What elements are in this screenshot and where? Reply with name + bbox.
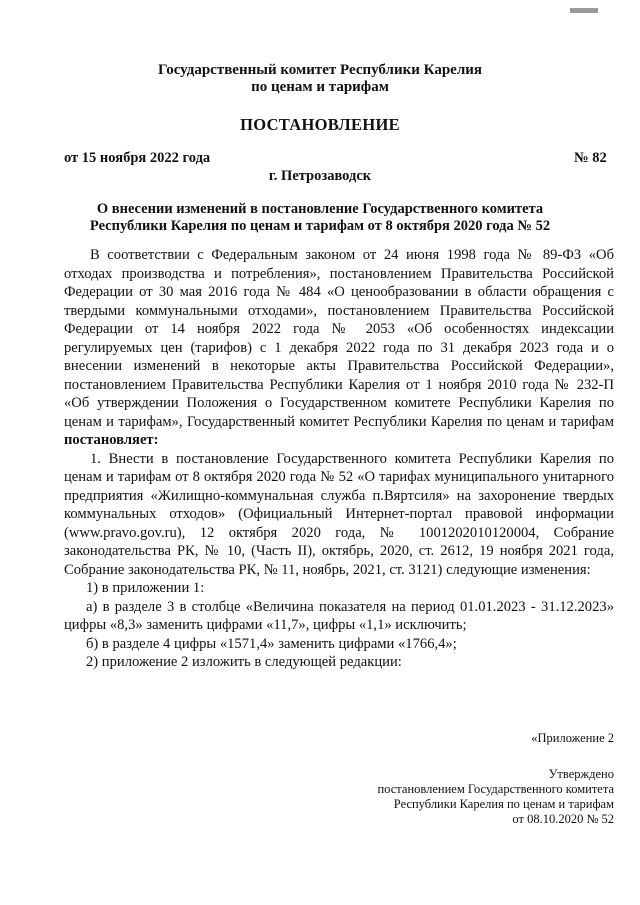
document-city: г. Петрозаводск [268,168,372,184]
subject-line-2: Республики Карелия по ценам и тарифам от 8 октября 2020 года № 52 [89,218,551,234]
preamble-keyword: постановляет [64,432,154,448]
approval-line-1: постановлением Государственного комитета [377,782,614,796]
preamble-text: В соответствии с Федеральным законом от 24 июня 1998 года № 89-ФЗ «Об отходах производства и потребления», постановлением Правительства Российской Федерации от 30 мая 2016 года № 484 «О ценообразовании в области обращения с твердыми коммунальными отходами», постановлением Правительства Российской Федерации от 14 ноября 2022 года № 2053 «Об особенностях индексации регулируемых цен (тарифов) с 1 декабря 2022 года по 31 декабря 2023 года и о внесении изменений в некоторые акты Правительства Российской Федерации», постановлением Правительства Республики Карелия от 1 ноября 2010 года № 232-П «Об утверждении Положения о Государственном комитете Республики Карелия по ценам и тарифам», Государственный комитет Республики Карелия по ценам и тарифам [64,247,614,430]
subject-line-1: О внесении изменений в постановление Государственного комитета [96,201,544,217]
document-type: ПОСТАНОВЛЕНИЕ [240,115,400,134]
subitem-2-paragraph: 2) приложение 2 изложить в следующей редакции: [86,654,402,670]
scan-mark [570,8,598,13]
document-subject [0,201,640,235]
preamble-paragraph [64,246,614,450]
approval-line-3: от 08.10.2020 № 52 [512,812,614,826]
issuing-authority [0,62,640,96]
approval-line-2: Республики Карелия по ценам и тарифам [393,797,614,811]
document-number: № 82 [574,150,607,166]
subitem-1b-paragraph: б) в разделе 4 цифры «1571,4» заменить цифрами «1766,4»; [86,635,457,652]
document-body [64,246,614,672]
item-1-paragraph: 1. Внести в постановление Государственного комитета Республики Карелия по ценам и тарифам от 8 октября 2020 года № 52 «О тарифах муниципального унитарного предприятия «Жилищно-коммунальная служба п.Вяртсиля» на захоронение твердых коммунальных отходов» (Официальный Интернет-портал правовой информации (www.pravo.gov.ru), 12 октября 2020 года, № 1001202010120004, Собрание законодательства РК, № 10, (Часть II), октябрь, 2020, ст. 2612, 19 ноября 2021 года, Собрание законодательства РК, № 11, ноябрь, 2021, ст. 3121) следующие изменения: [64,450,614,578]
subitem-1-paragraph: 1) в приложении 1: [86,580,205,596]
appendix-approval [294,767,614,827]
appendix-label: «Приложение 2 [531,731,614,745]
authority-line-1: Государственный комитет Республики Карелия [158,62,482,78]
subitem-1a-paragraph: а) в разделе 3 в столбце «Величина показателя на период 01.01.2023 - 31.12.2023» цифры «8,3» заменить цифрами «11,7», цифры «1,1» исключить; [64,598,614,633]
approval-word: Утверждено [548,767,614,781]
document-date: от 15 ноября 2022 года [64,150,211,166]
authority-line-2: по ценам и тарифам [251,79,389,95]
preamble-colon: : [153,432,159,448]
